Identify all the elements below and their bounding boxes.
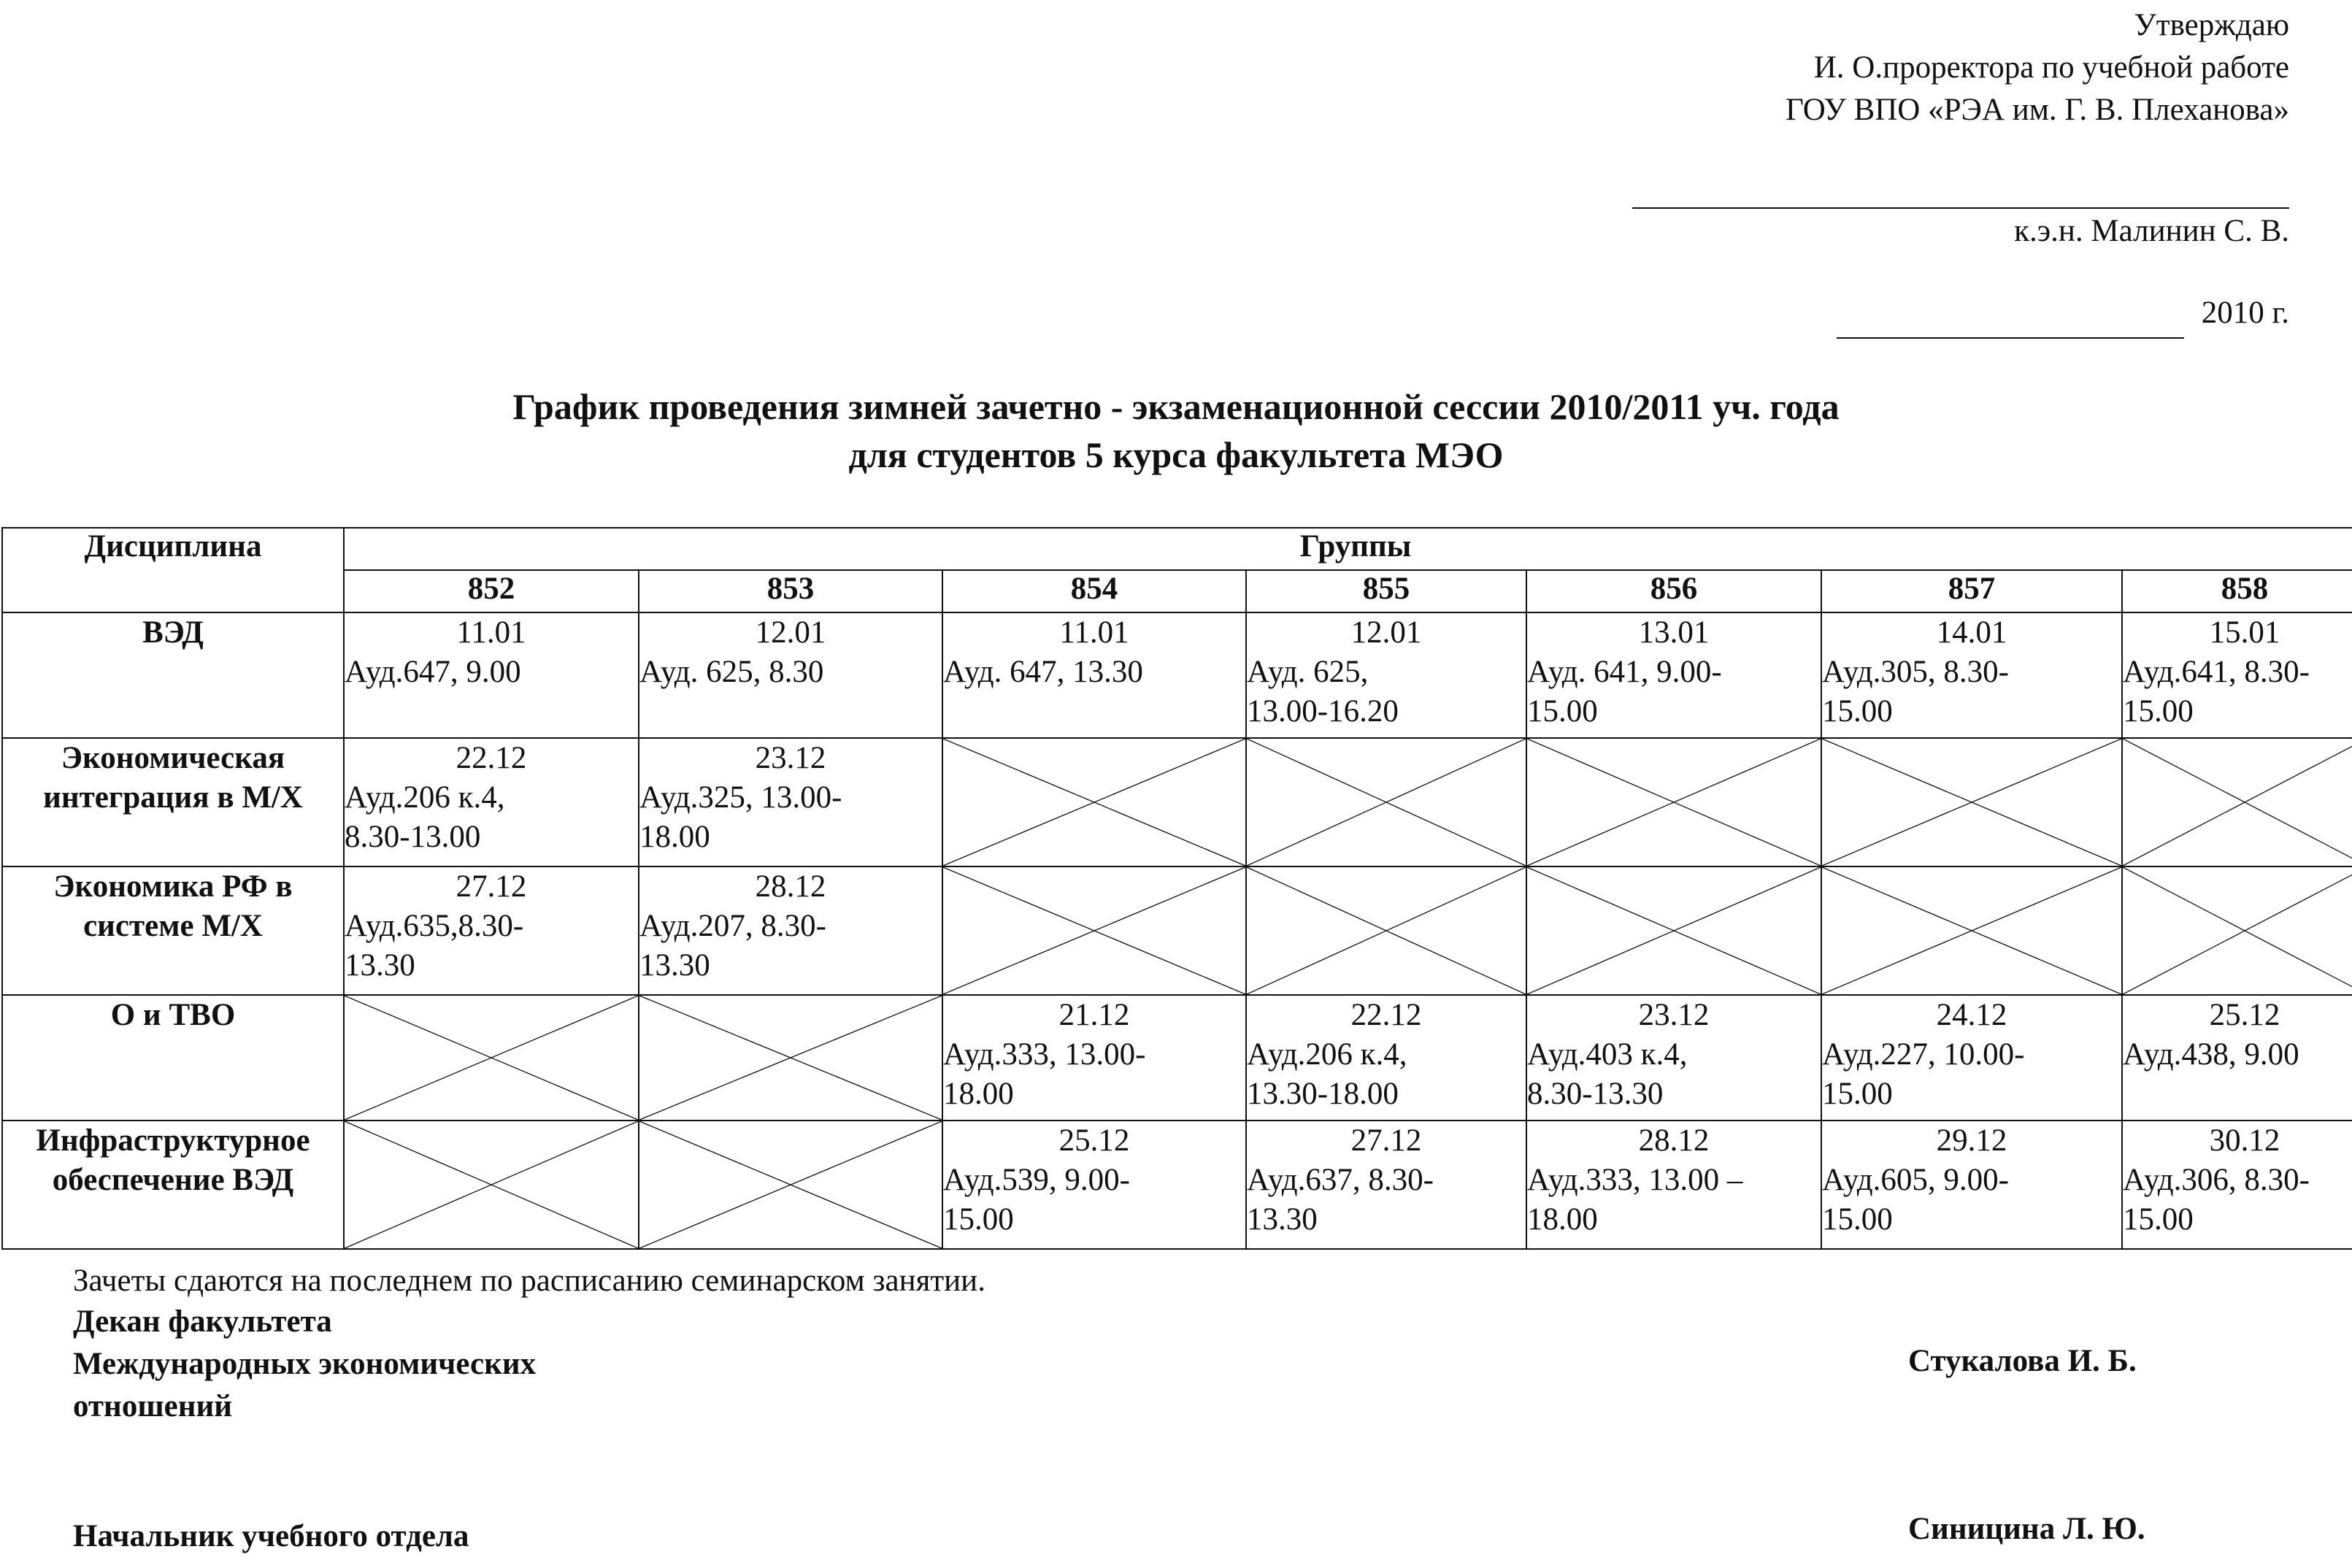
cross-mark — [2123, 867, 2352, 994]
exam-cell — [344, 866, 639, 995]
head-title: Начальник учебного отдела — [73, 1519, 469, 1553]
exam-date: 24.12 — [1936, 998, 2007, 1032]
cross-mark — [639, 996, 942, 1120]
cross-mark — [345, 996, 638, 1120]
crossed-out-cell — [942, 866, 1246, 995]
exam-date: 29.12 — [1936, 1123, 2007, 1158]
exam-schedule-table — [1, 527, 2352, 1250]
exam-cell — [1246, 995, 1526, 1121]
table-row — [2, 995, 2352, 1121]
cross-mark — [1527, 867, 1821, 994]
cross-mark — [943, 867, 1245, 994]
date-line — [1837, 337, 2184, 339]
exam-cell — [1246, 1121, 1526, 1249]
table-row — [2, 738, 2352, 866]
group-header-858: 858 — [2122, 570, 2352, 612]
group-header-855: 855 — [1246, 570, 1526, 612]
exam-room-time: 18.00 — [639, 820, 710, 854]
discipline-name-line: Инфраструктурное — [36, 1123, 310, 1158]
table-row — [2, 612, 2352, 738]
exam-cell — [639, 738, 942, 866]
exam-date: 14.01 — [1936, 615, 2007, 650]
exam-date: 12.01 — [755, 615, 826, 650]
group-header-857: 857 — [1821, 570, 2122, 612]
exam-room-time: 13.30-18.00 — [1247, 1077, 1399, 1111]
exam-room-time: Ауд.605, 9.00- — [1822, 1163, 2009, 1197]
approval-signer: к.э.н. Малинин С. В. — [2014, 214, 2289, 248]
exam-room-time: 15.00 — [2123, 694, 2194, 729]
exam-room-time: Ауд.207, 8.30- — [639, 909, 826, 943]
crossed-out-cell — [1246, 866, 1526, 995]
exam-cell — [639, 866, 942, 995]
exam-date: 22.12 — [456, 741, 527, 775]
crossed-out-cell — [344, 1121, 639, 1249]
exam-cell — [1821, 612, 2122, 738]
exam-cell — [344, 612, 639, 738]
exam-room-time: Ауд.438, 9.00 — [2123, 1037, 2299, 1072]
exam-room-time: 18.00 — [943, 1077, 1014, 1111]
approval-position: И. О.проректора по учебной работе — [1813, 50, 2289, 85]
exam-date: 11.01 — [1059, 615, 1129, 650]
exam-room-time: Ауд.403 к.4, — [1527, 1037, 1688, 1072]
exam-room-time: Ауд.539, 9.00- — [943, 1163, 1130, 1197]
exam-cell — [639, 612, 942, 738]
exam-date: 27.12 — [1350, 1123, 1422, 1158]
cross-mark — [1247, 739, 1526, 866]
exam-room-time: 8.30-13.30 — [1527, 1077, 1664, 1111]
exam-room-time: 15.00 — [1822, 1077, 1893, 1111]
groups-header: Группы — [344, 528, 2352, 570]
exam-cell — [1526, 612, 1821, 738]
cross-mark — [1822, 739, 2121, 866]
discipline-name-line: О и ТВО — [110, 998, 236, 1032]
exam-date: 15.01 — [2209, 615, 2280, 650]
exam-date: 30.12 — [2209, 1123, 2280, 1158]
discipline-name — [2, 612, 344, 738]
exam-date: 21.12 — [1058, 998, 1130, 1032]
dean-line-1: Декан факультета — [73, 1304, 332, 1339]
table-row — [2, 866, 2352, 995]
crossed-out-cell — [2122, 866, 2352, 995]
crossed-out-cell — [639, 995, 942, 1121]
crossed-out-cell — [2122, 738, 2352, 866]
cross-mark — [1527, 739, 1821, 866]
exam-room-time: Ауд.647, 9.00 — [345, 655, 521, 689]
exam-room-time: Ауд.325, 13.00- — [639, 780, 842, 815]
exam-room-time: Ауд. 625, — [1247, 655, 1369, 689]
exam-cell — [2122, 995, 2352, 1121]
credits-note: Зачеты сдаются на последнем по расписанию семинарском занятии. — [73, 1264, 985, 1298]
crossed-out-cell — [639, 1121, 942, 1249]
exam-date: 23.12 — [1638, 998, 1710, 1032]
exam-cell — [942, 995, 1246, 1121]
crossed-out-cell — [1821, 866, 2122, 995]
approval-year: 2010 г. — [2201, 296, 2289, 330]
dean-line-3: отношений — [73, 1389, 233, 1423]
exam-room-time: Ауд.635,8.30- — [345, 909, 524, 943]
dean-title — [73, 1301, 536, 1428]
exam-date: 28.12 — [755, 869, 826, 904]
group-header-853: 853 — [639, 570, 942, 612]
exam-cell — [1526, 995, 1821, 1121]
exam-room-time: 15.00 — [1527, 694, 1598, 729]
group-header-854: 854 — [942, 570, 1246, 612]
exam-room-time: 8.30-13.00 — [345, 820, 481, 854]
group-header-852: 852 — [344, 570, 639, 612]
exam-date: 12.01 — [1350, 615, 1422, 650]
exam-cell — [2122, 1121, 2352, 1249]
crossed-out-cell — [942, 738, 1246, 866]
title-line-1: График проведения зимней зачетно - экзаменационной сессии 2010/2011 уч. года — [512, 386, 1840, 427]
document-title — [0, 383, 2352, 479]
exam-room-time: Ауд.206 к.4, — [1247, 1037, 1407, 1072]
exam-room-time: Ауд. 641, 9.00- — [1527, 655, 1722, 689]
exam-cell — [942, 612, 1246, 738]
exam-cell — [1526, 1121, 1821, 1249]
exam-room-time: Ауд. 647, 13.30 — [943, 655, 1143, 689]
crossed-out-cell — [344, 995, 639, 1121]
discipline-name — [2, 866, 344, 995]
approval-heading: Утверждаю — [2134, 8, 2289, 42]
exam-date: 25.12 — [1058, 1123, 1130, 1158]
exam-room-time: 15.00 — [943, 1202, 1014, 1237]
exam-date: 28.12 — [1638, 1123, 1710, 1158]
exam-date: 22.12 — [1350, 998, 1422, 1032]
discipline-name-line: ВЭД — [142, 615, 204, 650]
exam-date: 13.01 — [1638, 615, 1710, 650]
discipline-name-line: системе М/Х — [83, 909, 263, 943]
discipline-name — [2, 738, 344, 866]
head-name: Синицина Л. Ю. — [1908, 1512, 2145, 1546]
cross-mark — [943, 739, 1245, 866]
exam-room-time: 18.00 — [1527, 1202, 1598, 1237]
exam-room-time: Ауд.227, 10.00- — [1822, 1037, 2025, 1072]
discipline-name-line: Экономическая — [61, 741, 285, 775]
exam-room-time: Ауд.305, 8.30- — [1822, 655, 2009, 689]
exam-room-time: 15.00 — [1822, 1202, 1893, 1237]
exam-cell — [344, 738, 639, 866]
exam-room-time: Ауд.637, 8.30- — [1247, 1163, 1434, 1197]
dean-line-2: Международных экономических — [73, 1347, 537, 1381]
cross-mark — [1247, 867, 1526, 994]
approval-block — [1559, 4, 2289, 131]
exam-room-time: 13.30 — [1247, 1202, 1318, 1237]
title-line-2: для студентов 5 курса факультета МЭО — [848, 434, 1504, 475]
discipline-name-line: обеспечение ВЭД — [52, 1163, 294, 1197]
exam-room-time: Ауд. 625, 8.30 — [639, 655, 824, 689]
exam-cell — [1821, 1121, 2122, 1249]
exam-date: 23.12 — [755, 741, 826, 775]
exam-cell — [1821, 995, 2122, 1121]
exam-cell — [1246, 612, 1526, 738]
exam-cell — [2122, 612, 2352, 738]
exam-date: 27.12 — [456, 869, 527, 904]
exam-room-time: Ауд.641, 8.30- — [2123, 655, 2310, 689]
exam-room-time: Ауд.306, 8.30- — [2123, 1163, 2310, 1197]
discipline-name — [2, 995, 344, 1121]
discipline-name-line: Экономика РФ в — [53, 869, 293, 904]
dean-name: Стукалова И. Б. — [1908, 1344, 2137, 1378]
exam-room-time: 15.00 — [1822, 694, 1893, 729]
approval-organization: ГОУ ВПО «РЭА им. Г. В. Плеханова» — [1785, 93, 2289, 127]
crossed-out-cell — [1526, 738, 1821, 866]
exam-room-time: Ауд.333, 13.00 – — [1527, 1163, 1743, 1197]
exam-date: 25.12 — [2209, 998, 2280, 1032]
crossed-out-cell — [1246, 738, 1526, 866]
exam-room-time: 15.00 — [2123, 1202, 2194, 1237]
crossed-out-cell — [1821, 738, 2122, 866]
discipline-name-line: интеграция в М/Х — [43, 780, 303, 815]
exam-room-time: Ауд.206 к.4, — [345, 780, 505, 815]
exam-room-time: Ауд.333, 13.00- — [943, 1037, 1146, 1072]
exam-room-time: 13.00-16.20 — [1247, 694, 1399, 729]
cross-mark — [639, 1121, 942, 1248]
cross-mark — [2123, 739, 2352, 866]
cross-mark — [345, 1121, 638, 1248]
exam-room-time: 13.30 — [639, 948, 710, 983]
exam-room-time: 13.30 — [345, 948, 415, 983]
table-row — [2, 1121, 2352, 1249]
discipline-name — [2, 1121, 344, 1249]
discipline-header: Дисциплина — [2, 528, 344, 612]
cross-mark — [1822, 867, 2121, 994]
signature-line — [1632, 207, 2289, 209]
exam-date: 11.01 — [456, 615, 526, 650]
crossed-out-cell — [1526, 866, 1821, 995]
group-header-856: 856 — [1526, 570, 1821, 612]
exam-cell — [942, 1121, 1246, 1249]
